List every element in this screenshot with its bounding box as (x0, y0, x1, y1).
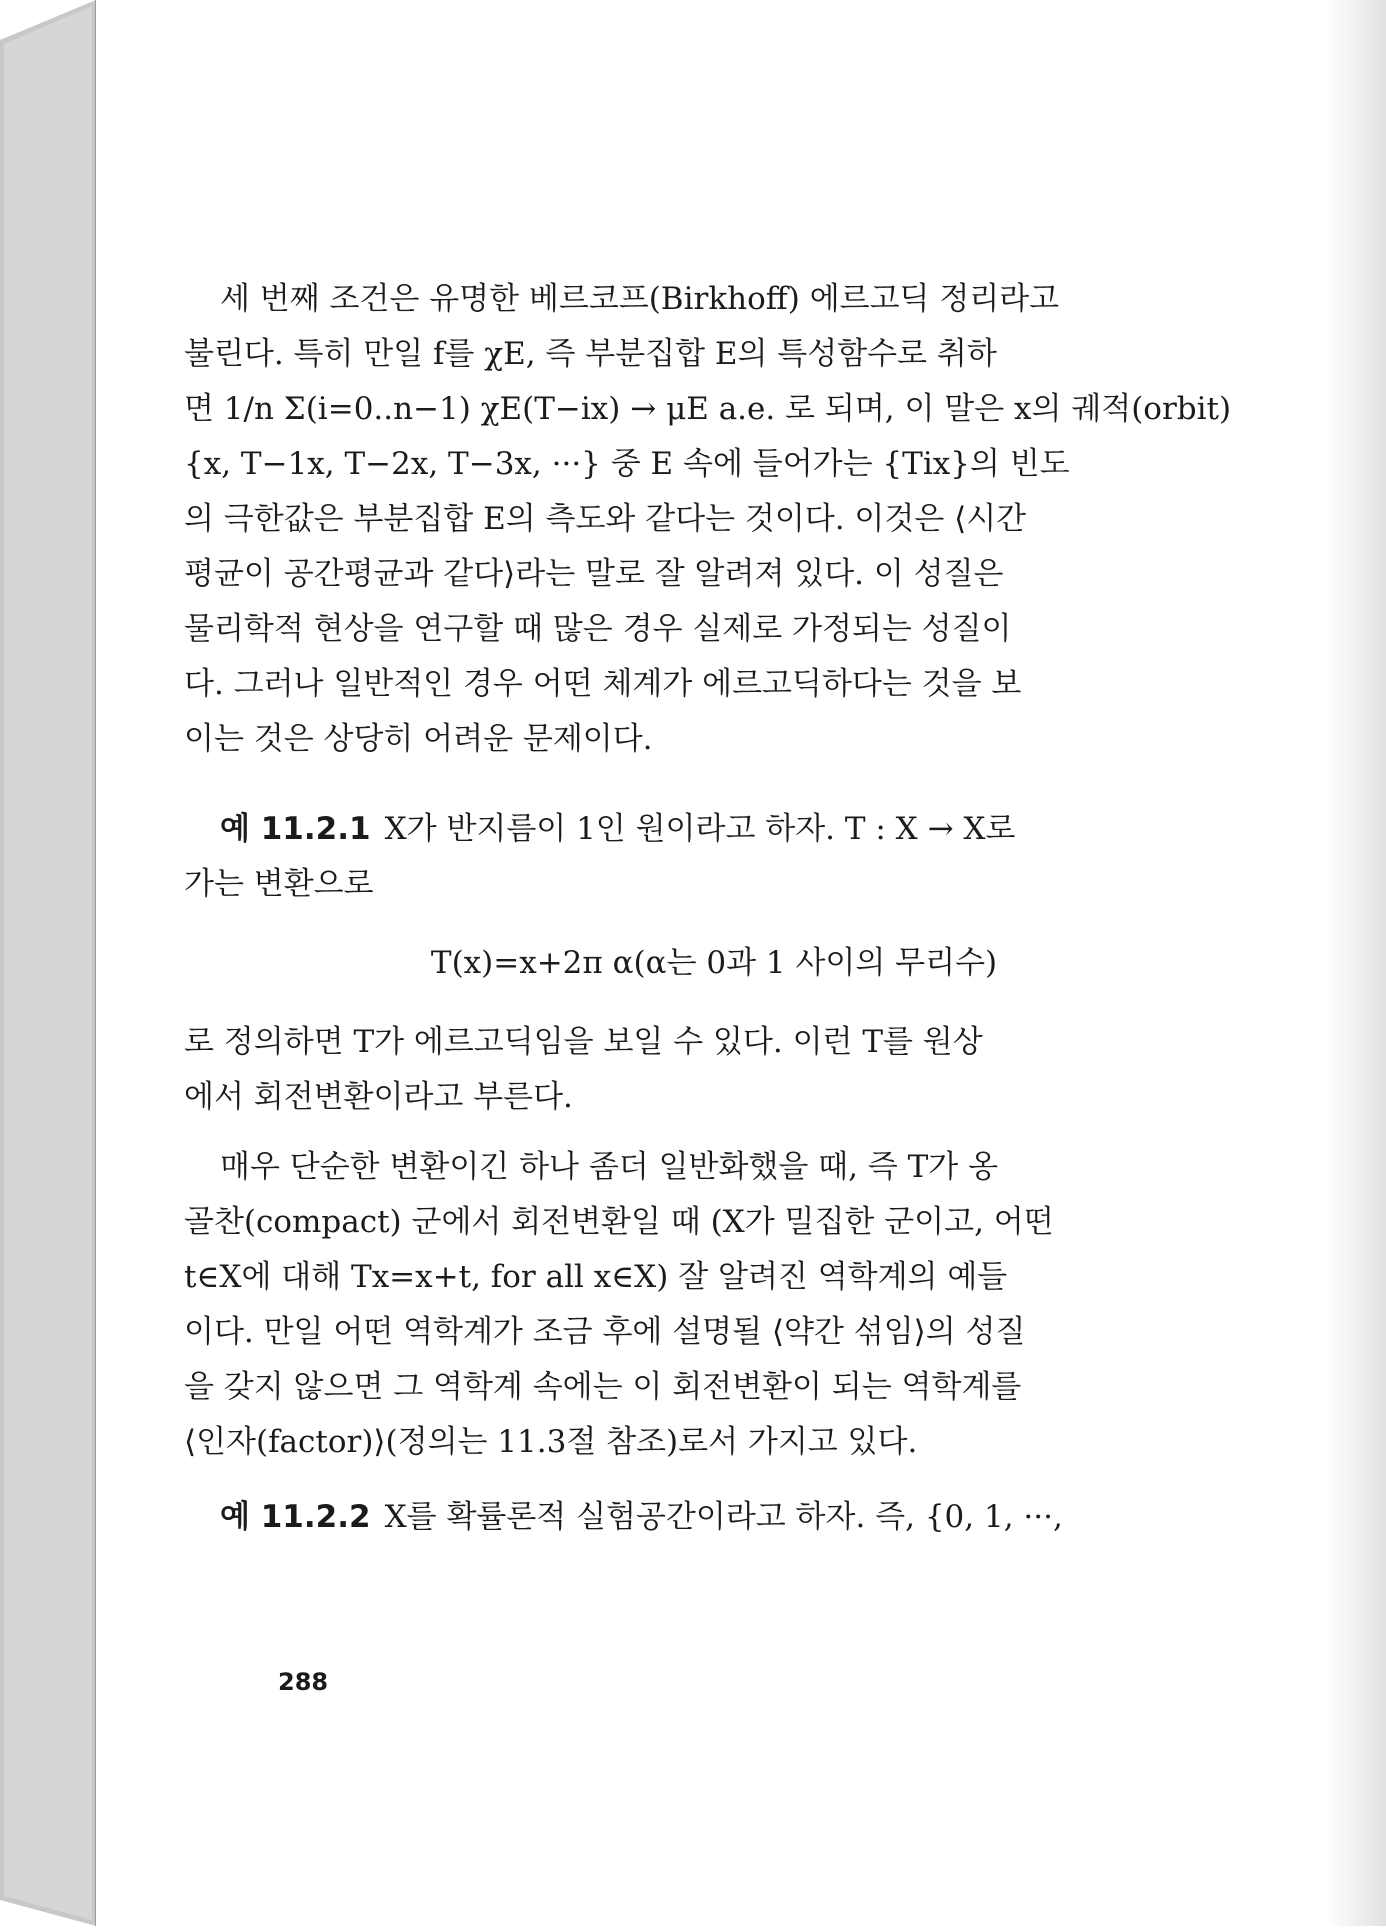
book-spine-edge (0, 0, 96, 1926)
text-line: 물리학적 현상을 연구할 때 많은 경우 실제로 가정되는 성질이 (184, 611, 1012, 647)
text-line: 매우 단순한 변환이긴 하나 좀더 일반화했을 때, 즉 T가 옹 (220, 1149, 999, 1185)
formula-rotation: T(x)=x+2π α(α는 0과 1 사이의 무리수) (430, 945, 998, 981)
text-line-with-formula: 면 1/n Σ(i=0..n−1) χE(T−ix) → μE a.e. 로 되며, 이 말은 x의 궤적(orbit) (184, 391, 1232, 427)
text-line: 이다. 만일 어떤 역학계가 조금 후에 설명될 ⟨약간 섞임⟩의 성질 (184, 1314, 1026, 1350)
text-line: 로 정의하면 T가 에르고딕임을 보일 수 있다. 이런 T를 원상 (184, 1024, 983, 1060)
text-line: 가는 변환으로 (184, 866, 374, 902)
text-line: t∈X에 대해 Tx=x+t, for all x∈X) 잘 알려진 역학계의 예들 (184, 1259, 1008, 1295)
text-line: 불린다. 특히 만일 f를 χE, 즉 부분집합 E의 특성함수로 취하 (184, 336, 997, 372)
paragraph-birkhoff (184, 272, 1244, 767)
text-line: 이는 것은 상당히 어려운 문제이다. (184, 721, 653, 757)
page-number: 288 (278, 1668, 329, 1696)
text-line: {x, T−1x, T−2x, T−3x, ···} 중 E 속에 들어가는 {Tix}의 빈도 (184, 446, 1070, 482)
example-11-2-1 (184, 802, 1244, 1125)
text-line: 의 극한값은 부분집합 E의 측도와 같다는 것이다. 이것은 ⟨시간 (184, 501, 1027, 537)
text-line: 다. 그러나 일반적인 경우 어떤 체계가 에르고딕하다는 것을 보 (184, 666, 1022, 702)
paragraph-rotation (184, 1140, 1244, 1470)
example-label: 예 11.2.2 (220, 1499, 371, 1535)
example-label: 예 11.2.1 (220, 811, 371, 847)
text-line: 평균이 공간평균과 같다⟩라는 말로 잘 알려져 있다. 이 성질은 (184, 556, 1004, 592)
text-line: X가 반지름이 1인 원이라고 하자. T : X → X로 (384, 811, 1016, 847)
text-line: 을 갖지 않으면 그 역학계 속에는 이 회전변환이 되는 역학계를 (184, 1369, 1022, 1405)
page-edge-shadow (1326, 0, 1386, 1926)
example-header-line (184, 1490, 1244, 1545)
text-line: ⟨인자(factor)⟩(정의는 11.3절 참조)로서 가지고 있다. (184, 1424, 918, 1460)
text-line: 에서 회전변환이라고 부른다. (184, 1079, 573, 1115)
text-line: X를 확률론적 실험공간이라고 하자. 즉, {0, 1, ···, (384, 1499, 1063, 1535)
text-line: 세 번째 조건은 유명한 베르코프(Birkhoff) 에르고딕 정리라고 (220, 281, 1060, 317)
example-11-2-2 (184, 1490, 1244, 1545)
text-line: 골찬(compact) 군에서 회전변환일 때 (X가 밀집한 군이고, 어떤 (184, 1204, 1054, 1240)
example-header-line (184, 802, 1244, 857)
